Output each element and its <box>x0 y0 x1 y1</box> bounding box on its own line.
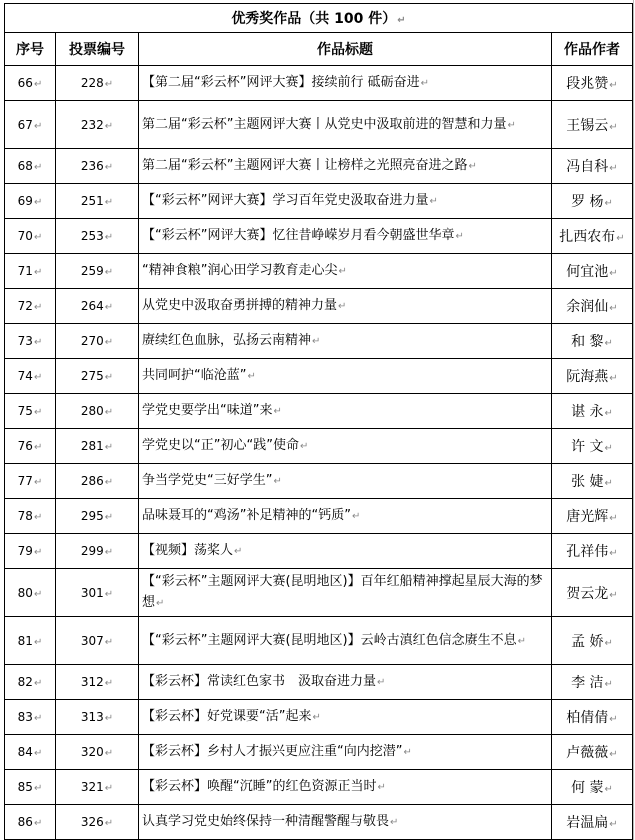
row-author <box>552 101 633 149</box>
row-no <box>5 700 56 735</box>
paragraph-mark-icon: ↵ <box>429 196 438 207</box>
row-vote-number-text: 251 <box>80 194 104 208</box>
row-no <box>5 101 56 149</box>
row-author-text: 罗 杨 <box>571 194 604 210</box>
row-title <box>139 805 552 840</box>
paragraph-mark-icon: ↵ <box>338 301 347 312</box>
row-title <box>139 324 552 359</box>
row-title <box>139 735 552 770</box>
row-title <box>139 665 552 700</box>
table-row <box>5 324 633 359</box>
row-title <box>139 617 552 665</box>
row-title-text: 【“彩云杯”主题网评大赛(昆明地区)】百年红船精神撑起星辰大海的梦想 <box>142 574 543 610</box>
table-row <box>5 359 633 394</box>
paragraph-mark-icon: ↵ <box>609 268 618 279</box>
paragraph-mark-icon: ↵ <box>273 476 282 487</box>
row-vote-number <box>56 359 139 394</box>
table-row <box>5 665 633 700</box>
row-title-text: 【彩云杯】常读红色家书 汲取奋进力量 <box>142 674 377 689</box>
row-vote-number <box>56 569 139 617</box>
paragraph-mark-icon: ↵ <box>104 512 114 523</box>
paragraph-mark-icon: ↵ <box>604 198 613 209</box>
header-title: 作品标题 <box>139 33 552 66</box>
row-author <box>552 184 633 219</box>
paragraph-mark-icon: ↵ <box>312 712 321 723</box>
row-author-text: 何 蒙 <box>571 780 604 796</box>
paragraph-mark-icon: ↵ <box>33 120 43 132</box>
paragraph-mark-icon: ↵ <box>247 371 256 382</box>
row-title <box>139 184 552 219</box>
paragraph-mark-icon: ↵ <box>104 713 114 724</box>
table-row <box>5 429 633 464</box>
row-no <box>5 464 56 499</box>
header-author: 作品作者 <box>552 33 633 66</box>
row-no-text: 71 <box>17 264 33 278</box>
row-no <box>5 770 56 805</box>
table-row <box>5 700 633 735</box>
row-vote-number-text: 312 <box>80 675 104 689</box>
paragraph-mark-icon: ↵ <box>468 161 477 172</box>
row-author-text: 段兆赞 <box>566 76 609 92</box>
paragraph-mark-icon: ↵ <box>33 818 43 829</box>
row-vote-number-text: 253 <box>80 229 104 243</box>
paragraph-mark-icon: ↵ <box>33 636 43 648</box>
paragraph-mark-icon: ↵ <box>104 477 114 488</box>
row-vote-number-text: 259 <box>80 264 104 278</box>
row-no-text: 82 <box>17 675 33 689</box>
row-title-text: 【视频】荡桨人 <box>142 543 234 558</box>
paragraph-mark-icon: ↵ <box>104 302 114 313</box>
row-no-text: 77 <box>17 474 33 488</box>
paragraph-mark-icon: ↵ <box>33 442 43 453</box>
paragraph-mark-icon: ↵ <box>604 637 613 649</box>
row-no-text: 79 <box>17 544 33 558</box>
row-vote-number <box>56 149 139 184</box>
paragraph-mark-icon: ↵ <box>104 162 114 173</box>
paragraph-mark-icon: ↵ <box>104 407 114 418</box>
paragraph-mark-icon: ↵ <box>104 120 114 132</box>
paragraph-mark-icon: ↵ <box>104 442 114 453</box>
row-author <box>552 219 633 254</box>
table-row <box>5 805 633 840</box>
row-no <box>5 805 56 840</box>
table-title-row <box>5 4 633 33</box>
row-title-text: 【彩云杯】好党课要“活”起来 <box>142 709 312 724</box>
row-no <box>5 66 56 101</box>
paragraph-mark-icon: ↵ <box>33 477 43 488</box>
row-title-text: 学党史要学出“味道”来 <box>142 403 273 418</box>
paragraph-mark-icon: ↵ <box>517 635 527 647</box>
paragraph-mark-icon: ↵ <box>33 79 43 90</box>
row-title <box>139 149 552 184</box>
paragraph-mark-icon: ↵ <box>604 679 613 690</box>
row-author-text: 唐光辉 <box>566 509 609 525</box>
paragraph-mark-icon: ↵ <box>455 231 464 242</box>
row-no-text: 83 <box>17 710 33 724</box>
row-author <box>552 700 633 735</box>
row-no-text: 72 <box>17 299 33 313</box>
row-author-text: 张 婕 <box>571 474 604 490</box>
row-author-text: 扎西农布 <box>559 229 616 245</box>
table-row <box>5 254 633 289</box>
table-row <box>5 770 633 805</box>
paragraph-mark-icon: ↵ <box>609 121 618 133</box>
award-table <box>4 3 633 840</box>
header-no: 序号 <box>5 33 56 66</box>
row-vote-number <box>56 394 139 429</box>
row-title-text: 第二届“彩云杯”主题网评大赛丨从党史中汲取前进的智慧和力量 <box>142 116 507 132</box>
row-no <box>5 394 56 429</box>
paragraph-mark-icon: ↵ <box>234 546 243 557</box>
paragraph-mark-icon: ↵ <box>156 598 165 609</box>
row-no-text: 67 <box>17 117 33 132</box>
paragraph-mark-icon: ↵ <box>104 232 114 243</box>
paragraph-mark-icon: ↵ <box>377 782 386 793</box>
row-title-text: 【“彩云杯”主题网评大赛(昆明地区)】云岭古滇红色信念赓生不息 <box>142 632 517 648</box>
row-vote-number-text: 280 <box>80 404 104 418</box>
row-no-text: 85 <box>17 780 33 794</box>
table-row <box>5 149 633 184</box>
paragraph-mark-icon: ↵ <box>609 749 618 760</box>
row-title <box>139 289 552 324</box>
row-no-text: 80 <box>17 585 33 600</box>
row-title-text: 品味聂耳的“鸡汤”补足精神的“钙质” <box>142 508 351 523</box>
row-title <box>139 464 552 499</box>
row-author-text: 和 黎 <box>571 334 604 350</box>
paragraph-mark-icon: ↵ <box>403 747 412 758</box>
row-vote-number <box>56 254 139 289</box>
paragraph-mark-icon: ↵ <box>33 337 43 348</box>
row-vote-number-text: 232 <box>80 117 104 132</box>
row-author <box>552 665 633 700</box>
paragraph-mark-icon: ↵ <box>33 162 43 173</box>
row-title-text: 第二届“彩云杯”主题网评大赛丨让榜样之光照亮奋进之路 <box>142 158 468 173</box>
row-vote-number-text: 286 <box>80 474 104 488</box>
paragraph-mark-icon: ↵ <box>609 303 618 314</box>
row-author-text: 卢薇薇 <box>566 745 609 761</box>
row-author <box>552 289 633 324</box>
row-author <box>552 324 633 359</box>
row-title-text: “精神食粮”润心田学习教育走心尖 <box>142 263 338 278</box>
row-no <box>5 324 56 359</box>
paragraph-mark-icon: ↵ <box>604 443 613 454</box>
row-no-text: 74 <box>17 369 33 383</box>
row-vote-number-text: 228 <box>80 76 104 90</box>
row-title-text: 【彩云杯】乡村人才振兴更应注重“向内挖潜” <box>142 744 403 759</box>
row-no-text: 75 <box>17 404 33 418</box>
row-no-text: 70 <box>17 229 33 243</box>
paragraph-mark-icon: ↵ <box>104 267 114 278</box>
table-row <box>5 534 633 569</box>
row-title-text: 【“彩云杯”网评大赛】学习百年党史汲取奋进力量 <box>142 193 429 208</box>
row-title <box>139 499 552 534</box>
row-author-text: 柏倩倩 <box>566 710 609 726</box>
row-no <box>5 617 56 665</box>
paragraph-mark-icon: ↵ <box>104 818 114 829</box>
row-no <box>5 149 56 184</box>
row-title-text: 【第二届“彩云杯”网评大赛】接续前行 砥砺奋进 <box>142 75 420 90</box>
row-author <box>552 499 633 534</box>
paragraph-mark-icon: ↵ <box>609 80 618 91</box>
row-author <box>552 735 633 770</box>
row-title-text: 【彩云杯】唤醒“沉睡”的红色资源正当时 <box>142 779 377 794</box>
row-vote-number-text: 236 <box>80 159 104 173</box>
paragraph-mark-icon: ↵ <box>33 197 43 208</box>
paragraph-mark-icon: ↵ <box>33 547 43 558</box>
row-vote-number <box>56 289 139 324</box>
row-vote-number <box>56 184 139 219</box>
row-author-text: 何宜池 <box>566 264 609 280</box>
paragraph-mark-icon: ↵ <box>33 512 43 523</box>
row-no-text: 76 <box>17 439 33 453</box>
paragraph-mark-icon: ↵ <box>273 406 282 417</box>
row-vote-number-text: 275 <box>80 369 104 383</box>
page-edge <box>633 0 634 840</box>
row-vote-number <box>56 324 139 359</box>
paragraph-mark-icon: ↵ <box>604 408 613 419</box>
paragraph-mark-icon: ↵ <box>104 783 114 794</box>
row-title <box>139 534 552 569</box>
paragraph-mark-icon: ↵ <box>33 588 43 600</box>
paragraph-mark-icon: ↵ <box>351 511 361 522</box>
row-author-text: 贺云龙 <box>566 585 609 602</box>
row-author-text: 岩温扁 <box>566 815 609 831</box>
row-title-text: 认真学习党史始终保持一种清醒警醒与敬畏 <box>142 814 390 829</box>
row-vote-number <box>56 617 139 665</box>
paragraph-mark-icon: ↵ <box>33 678 43 689</box>
row-vote-number-text: 295 <box>80 509 104 523</box>
row-title-text: 从党史中汲取奋勇拼搏的精神力量 <box>142 298 338 313</box>
row-author <box>552 805 633 840</box>
row-author-text: 孔祥伟 <box>566 544 609 560</box>
row-no <box>5 184 56 219</box>
row-title <box>139 429 552 464</box>
row-author-text: 阮海燕 <box>566 369 609 385</box>
table-row <box>5 735 633 770</box>
row-author-text: 李 洁 <box>571 675 604 691</box>
paragraph-mark-icon: ↵ <box>604 478 613 489</box>
row-title <box>139 66 552 101</box>
paragraph-mark-icon: ↵ <box>33 267 43 278</box>
paragraph-mark-icon: ↵ <box>338 266 347 277</box>
row-vote-number <box>56 770 139 805</box>
paragraph-mark-icon: ↵ <box>420 78 429 89</box>
row-author <box>552 149 633 184</box>
row-author <box>552 394 633 429</box>
paragraph-mark-icon: ↵ <box>390 817 399 828</box>
paragraph-mark-icon: ↵ <box>104 678 114 689</box>
row-author <box>552 534 633 569</box>
row-author <box>552 254 633 289</box>
paragraph-mark-icon: ↵ <box>377 677 386 688</box>
paragraph-mark-icon: ↵ <box>609 513 618 524</box>
paragraph-mark-icon: ↵ <box>104 372 114 383</box>
row-no <box>5 665 56 700</box>
row-title-text: 【“彩云杯”网评大赛】忆往昔峥嵘岁月看今朝盛世华章 <box>142 228 455 243</box>
row-author <box>552 617 633 665</box>
row-vote-number-text: 281 <box>80 439 104 453</box>
paragraph-mark-icon: ↵ <box>33 407 43 418</box>
row-author <box>552 66 633 101</box>
paragraph-mark-icon: ↵ <box>104 748 114 759</box>
row-vote-number-text: 301 <box>80 585 104 600</box>
paragraph-mark-icon: ↵ <box>604 338 613 349</box>
row-author <box>552 569 633 617</box>
row-no-text: 86 <box>17 815 33 829</box>
row-no-text: 84 <box>17 745 33 759</box>
row-no-text: 68 <box>17 159 33 173</box>
row-vote-number <box>56 429 139 464</box>
table-row <box>5 219 633 254</box>
row-vote-number <box>56 534 139 569</box>
row-vote-number-text: 321 <box>80 780 104 794</box>
row-vote-number-text: 320 <box>80 745 104 759</box>
table-row <box>5 101 633 149</box>
paragraph-mark-icon: ↵ <box>609 373 618 384</box>
row-title <box>139 770 552 805</box>
row-no <box>5 735 56 770</box>
row-vote-number <box>56 101 139 149</box>
row-no <box>5 359 56 394</box>
row-author-text: 王锡云 <box>566 117 609 134</box>
row-vote-number-text: 307 <box>80 633 104 648</box>
table-row <box>5 289 633 324</box>
row-title <box>139 394 552 429</box>
table-row <box>5 617 633 665</box>
row-author <box>552 464 633 499</box>
row-vote-number-text: 313 <box>80 710 104 724</box>
paragraph-mark-icon: ↵ <box>33 748 43 759</box>
row-title-text: 赓续红色血脉，弘扬云南精神 <box>142 333 312 348</box>
row-title-text: 争当学党史“三好学生” <box>142 473 273 488</box>
paragraph-mark-icon: ↵ <box>104 197 114 208</box>
row-no-text: 78 <box>17 509 33 523</box>
row-no-text: 66 <box>17 76 33 90</box>
paragraph-mark-icon: ↵ <box>33 302 43 313</box>
row-author <box>552 429 633 464</box>
row-vote-number <box>56 665 139 700</box>
paragraph-mark-icon: ↵ <box>507 119 516 131</box>
paragraph-mark-icon: ↵ <box>104 636 114 648</box>
row-title-text: 学党史以“正”初心“践”使命 <box>142 438 299 453</box>
row-author-text: 孟 娇 <box>571 633 604 650</box>
row-no <box>5 289 56 324</box>
row-vote-number <box>56 66 139 101</box>
row-vote-number-text: 326 <box>80 815 104 829</box>
table-row <box>5 394 633 429</box>
table-body <box>5 66 633 840</box>
paragraph-mark-icon: ↵ <box>104 337 114 348</box>
row-no <box>5 219 56 254</box>
row-no-text: 73 <box>17 334 33 348</box>
header-row <box>5 33 633 66</box>
row-no-text: 81 <box>17 633 33 648</box>
row-title <box>139 359 552 394</box>
paragraph-mark-icon: ↵ <box>609 819 618 830</box>
row-title <box>139 254 552 289</box>
row-no <box>5 534 56 569</box>
row-title-text: 共同呵护“临沧蓝” <box>142 368 247 383</box>
row-vote-number-text: 264 <box>80 299 104 313</box>
row-author-text: 谌 永 <box>571 404 604 420</box>
paragraph-mark-icon: ↵ <box>104 547 114 558</box>
row-no-text: 69 <box>17 194 33 208</box>
row-vote-number <box>56 219 139 254</box>
row-no <box>5 569 56 617</box>
row-vote-number-text: 299 <box>80 544 104 558</box>
table-row <box>5 499 633 534</box>
row-author-text: 冯自科 <box>566 159 609 175</box>
paragraph-mark-icon: ↵ <box>609 548 618 559</box>
table-row <box>5 66 633 101</box>
table-row <box>5 569 633 617</box>
row-vote-number <box>56 499 139 534</box>
row-vote-number <box>56 735 139 770</box>
row-no <box>5 429 56 464</box>
table-row <box>5 184 633 219</box>
row-title <box>139 101 552 149</box>
paragraph-mark-icon: ↵ <box>609 163 618 174</box>
paragraph-mark-icon: ↵ <box>299 441 309 452</box>
row-author <box>552 770 633 805</box>
row-title <box>139 700 552 735</box>
paragraph-mark-icon: ↵ <box>616 233 625 244</box>
paragraph-mark-icon: ↵ <box>609 589 618 601</box>
paragraph-mark-icon: ↵ <box>104 588 114 600</box>
row-author <box>552 359 633 394</box>
row-title <box>139 569 552 617</box>
paragraph-mark-icon: ↵ <box>33 232 43 243</box>
row-title <box>139 219 552 254</box>
row-vote-number <box>56 700 139 735</box>
row-no <box>5 499 56 534</box>
table-title: 优秀奖作品（共 100 件）↵ <box>5 4 633 33</box>
paragraph-mark-icon: ↵ <box>604 784 613 795</box>
paragraph-mark-icon: ↵ <box>312 336 321 347</box>
paragraph-mark-icon: ↵ <box>33 783 43 794</box>
row-vote-number <box>56 464 139 499</box>
row-author-text: 许 文 <box>571 439 604 455</box>
header-vote: 投票编号 <box>56 33 139 66</box>
paragraph-mark-icon: ↵ <box>104 79 114 90</box>
row-vote-number <box>56 805 139 840</box>
row-vote-number-text: 270 <box>80 334 104 348</box>
table-row <box>5 464 633 499</box>
row-no <box>5 254 56 289</box>
paragraph-mark-icon: ↵ <box>609 714 618 725</box>
paragraph-mark-icon: ↵ <box>33 372 43 383</box>
paragraph-mark-icon: ↵ <box>33 713 43 724</box>
row-author-text: 余润仙 <box>566 299 609 315</box>
